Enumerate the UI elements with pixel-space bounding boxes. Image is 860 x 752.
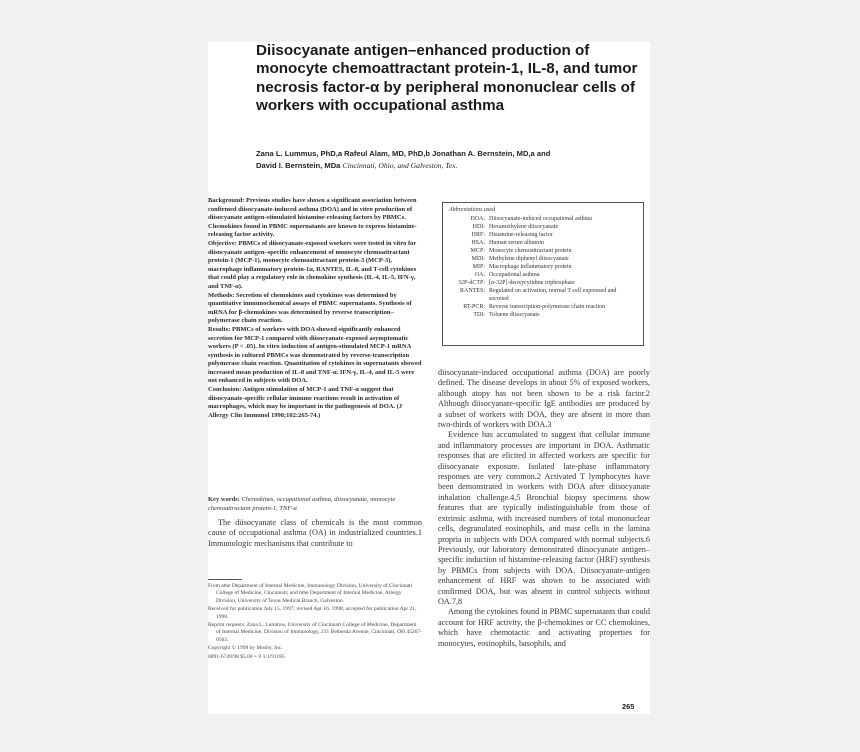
abbr-key: HDI:: [472, 224, 485, 230]
abbreviation-row: [449, 255, 637, 263]
abbreviation-row: [449, 279, 637, 287]
intro-paragraph: The diisocyanate class of chemicals is the most common cause of occupational asthma (OA) in industrialized countries.1 Immunologic mechanisms that contribute to: [208, 518, 422, 548]
abbreviation-row: [449, 215, 637, 223]
abbreviation-row: [449, 287, 637, 303]
abbreviation-row: [449, 271, 637, 279]
author-block: [256, 148, 648, 172]
abstract: [208, 197, 422, 420]
body-paragraph-1: diisocyanate-induced occupational asthma (DOA) are poorly defined. The disease develops in about 5% of exposed workers, although atopy has not been shown to be a risk factor.2 Although diisocyanate-specific IgE antibodies are produced by a subset of workers with DOA, they are absent in more than two-thirds of workers with DOA.3: [438, 368, 650, 430]
page-number: 265: [622, 702, 635, 711]
abbr-value: Monocyte chemoattractant protein: [489, 248, 572, 254]
article-title: Diisocyanate antigen–enhanced production of monocyte chemoattractant protein-1, IL-8, and tumor necrosis factor-α by peripheral mononuclear cells of workers with occupational asthma: [256, 42, 638, 115]
body-paragraph-3: Among the cytokines found in PBMC supernatants that could account for HRF activity, the β-chemokines or CC chemokines, which have chemotactic and activating properties for monocytes, eosinophils, basophils, and: [438, 607, 650, 648]
abbr-key: OA:: [474, 272, 485, 278]
abbr-key: TDI:: [473, 312, 485, 318]
abbr-value: Occupational asthma: [489, 272, 540, 278]
abstract-methods: Methods: Secretion of chemokines and cytokines was determined by quantitative immunochemical assays of PBMC supernatants. Synthesis of mRNA for β-chemokines was determined by reverse transcription–polymerase chain reaction.: [208, 291, 412, 325]
authors-line-2: [256, 160, 648, 172]
abbr-key: RANTES:: [459, 288, 485, 294]
abstract-background: Background: Previous studies have shown a significant association between confirmed diisocyanate-induced asthma (DOA) and in vitro production of diisocyanate antigen-stimulated histamine-releasing factors by PBMCs. Chemokines found in PBMC supernatants are known to express histamine-releasing factor activity.: [208, 197, 417, 239]
body-text-left: [208, 518, 422, 549]
abbr-key: RT-PCR:: [463, 304, 485, 310]
abbr-key: 32P-dCTP:: [457, 280, 485, 286]
authors-line: Zana L. Lummus, PhD,a Rafeul Alam, MD, PhD,b Jonathan A. Bernstein, MD,a and: [256, 149, 551, 158]
abbr-value: Diisocyanate-induced occupational asthma: [489, 216, 592, 222]
abbr-value: Hexamethylene diisocyanate: [489, 224, 559, 230]
authors-line-2-name: David I. Bernstein, MDa: [256, 161, 341, 170]
abstract-conclusion: Conclusion: Antigen stimulation of MCP-1 and TNF-α suggest that diisocyanate-specific cellular immune reactions result in activation of macrophages, which may be important in the pathogenesis of DOA. (J Allergy Clin Immunol 1998;102:265-74.): [208, 386, 403, 419]
footnote-affiliations: From athe Department of Internal Medicine, Immunology Division, University of Cincinnati College of Medicine, Cincinnati; and bthe Department of Internal Medicine, Allergy Division, University of Texas Medical Branch, Galveston.: [208, 583, 413, 604]
abbr-value: Human serum albumin: [489, 240, 544, 246]
abbreviation-row: [449, 231, 637, 239]
keywords-text: Chemokines, occupational asthma, diisocyanate, monocyte chemoattractant protein-1, TNF-α: [208, 496, 396, 512]
body-text-right: [438, 368, 650, 649]
abbr-value: Reverse transcription-polymerase chain reaction: [489, 304, 606, 310]
footnote-issn: 0091-6749/98 $5.00 + 0 1/1/91185: [208, 653, 285, 660]
abbr-value: Macrophage inflammatory protein: [489, 264, 572, 270]
abstract-objective: Objective: PBMCs of diisocyanate-exposed workers were tested in vitro for diisocyanate antigen–specific enhancement of monocyte chemoattractant protein-1 (MCP-1), monocyte chemoattractant protein-3 (MCP-3), macrophage inflammatory protein-1α, RANTES, IL-8, and T-cell cytokines that could play a regulatory role in chemokine synthesis (IL-4, IL-5, IFN-γ, and TNF-α).: [208, 239, 417, 290]
footnote-divider: [208, 579, 242, 580]
abbr-key: DOA:: [470, 216, 485, 222]
journal-page: [208, 42, 650, 714]
abbreviation-row: [449, 223, 637, 231]
abbr-key: MDI:: [471, 256, 485, 262]
keywords-label: Key words:: [208, 496, 240, 503]
abbreviation-row: [449, 247, 637, 255]
abbr-key: HRF:: [471, 232, 485, 238]
body-paragraph-2: Evidence has accumulated to suggest that cellular immune and inflammatory processes are important in DOA. Asthmatic responses that are elicited in affected workers are specific for diisocyanate exposure. Isolated late-phase inflammatory responses are very common.2 Activated T lymphocytes have been demonstrated in workers with DOA after diisocyanate inhalation challenge.4,5 Bronchial biopsy specimens show features that are typically indistinguishable from those of extrinsic asthma, with increased numbers of total mononuclear cells, degranulated eosinophils, and mast cells in the lamina propria in subjects with DOA compared with normal subjects.6 Previously, our laboratory demonstrated diisocyanate antigen–specific induction of histamine-releasing factor (HRF) synthesis by PBMCs from subjects with DOA. Diisocyanate-antigen enhancement of HRF was shown to be associated with confirmed DOA, but was absent in control subjects without OA.7,8: [438, 430, 650, 606]
footnote-copyright: Copyright © 1998 by Mosby, Inc.: [208, 645, 283, 652]
abbr-value: [α-32P]-deoxycytidine triphosphate: [489, 280, 575, 286]
abbr-key: MCP:: [470, 248, 485, 254]
abbreviations-box: [442, 202, 644, 346]
abbr-key: MIP:: [472, 264, 485, 270]
abbr-value: Methylene diphenyl diisocyanate: [489, 256, 569, 262]
abbreviation-row: [449, 311, 637, 319]
abbr-key: HSA:: [471, 240, 485, 246]
abbreviation-row: [449, 239, 637, 247]
abbr-value: Histamine-releasing factor: [489, 232, 553, 238]
footnote-reprints: Reprint requests: Zana L. Lummus, University of Cincinnati College of Medicine, Department of Internal Medicine, Division of Immunology, 231 Bethesda Avenue, Cincinnati, OH 45267-0563.: [208, 622, 422, 643]
footnotes: [208, 583, 422, 662]
abbr-value: Toluene diisocyanate: [489, 312, 540, 318]
abbreviation-row: [449, 303, 637, 311]
abbr-value: Regulated on activation, normal T cell expressed and secreted: [489, 288, 617, 302]
abbreviations-title: Abbreviations used: [449, 207, 495, 213]
abstract-results: Results: PBMCs of workers with DOA showed significantly enhanced secretion for MCP-1 compared with diisocyanate-exposed asymptomatic workers (P < .05). In vitro induction of antigen-stimulated MCP-1 mRNA synthesis in cultured PBMCs was demonstrated by reverse-transcription polymerase chain reaction. Quantitation of cytokines in supernatants showed increased mean production of IL-8 and TNF-α. IFN-γ, IL-4, and IL-5 were not enhanced in subjects with DOA.: [208, 325, 422, 385]
footnote-received: Received for publication July 15, 1997; revised Apr 16, 1998; accepted for publication Apr 21, 1998.: [208, 606, 417, 620]
abbreviation-row: [449, 263, 637, 271]
keywords: [208, 496, 422, 513]
affiliation: Cincinnati, Ohio, and Galveston, Tex.: [342, 161, 458, 170]
